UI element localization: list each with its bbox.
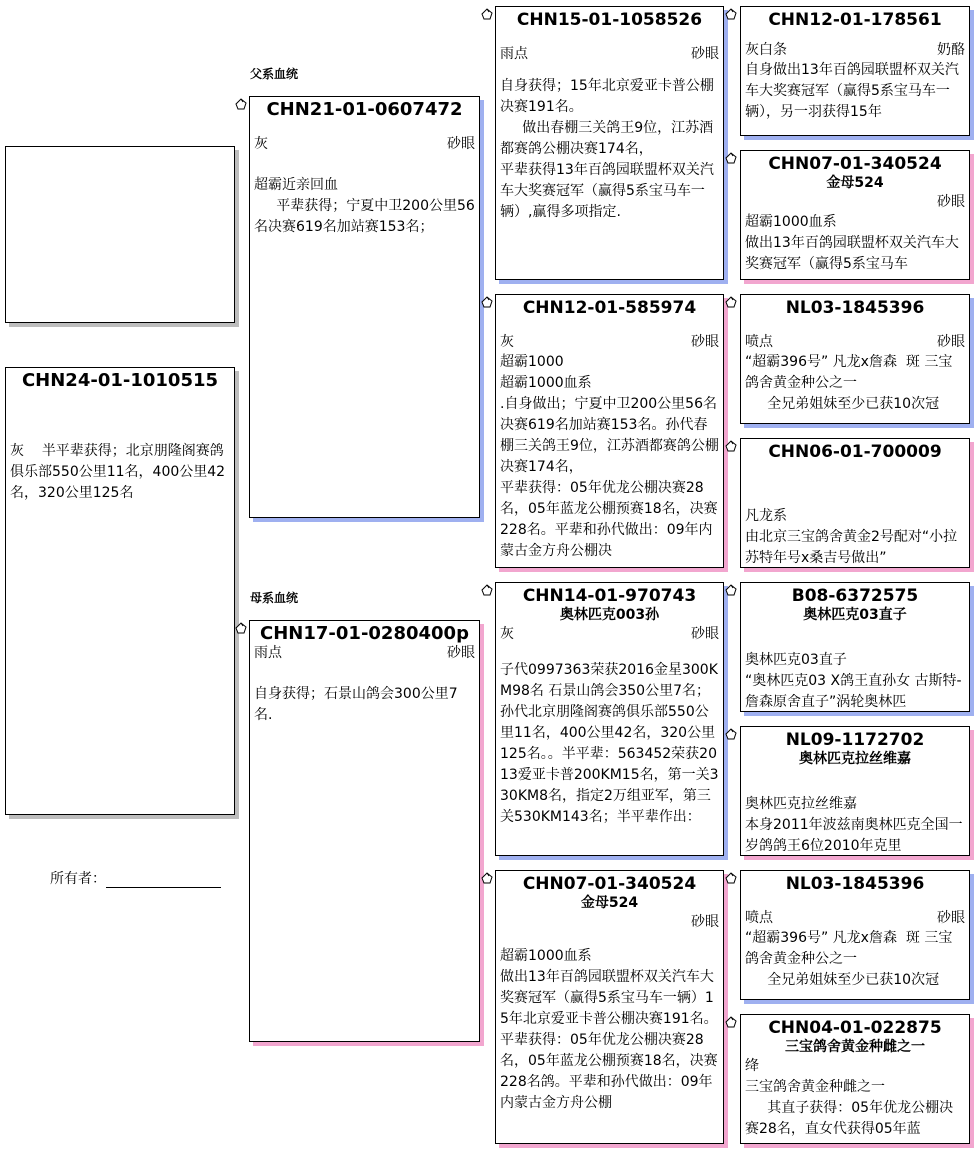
- sd-card[interactable]: [495, 294, 724, 568]
- sds-eye: 砂眼: [937, 334, 965, 350]
- ds-color: 灰: [500, 626, 514, 642]
- ds-card[interactable]: [495, 582, 724, 856]
- dam-eye: 砂眼: [447, 645, 475, 661]
- owner-line[interactable]: [106, 871, 221, 888]
- sire-ring-id: CHN21-01-0607472: [266, 99, 463, 120]
- photo-placeholder: [5, 146, 235, 323]
- ss-ring-id: CHN15-01-1058526: [516, 10, 703, 30]
- ds-name: 奥林匹克003孙: [559, 607, 660, 623]
- sd-pin-icon: [481, 296, 494, 309]
- sd-color: 灰: [500, 334, 514, 350]
- sire-pin-icon: [235, 98, 248, 111]
- dd-card[interactable]: [495, 870, 724, 1144]
- sdd-ring-id: CHN06-01-700009: [768, 442, 942, 462]
- sd-eye: 砂眼: [691, 334, 719, 350]
- dd-description: 超霸1000血系 做出13年百鸽园联盟杯双关汽车大奖赛冠军（赢得5系宝马车一辆）15年北京爱亚卡普公棚决赛191名。 平辈获得：05年优龙公棚决赛28名，05年蓝龙公棚预赛18名，决赛228名鸽。平辈和孙代做出：09年内蒙古金方舟公棚: [500, 948, 718, 1111]
- dam-section-label: 母系血统: [250, 591, 299, 605]
- ssd-ring-id: CHN07-01-340524: [768, 154, 942, 174]
- dss-description: 奥林匹克03直子 “奥林匹克03 X鸽王直孙女 古斯特-詹森原舍直子”涡轮奥林匹: [745, 652, 962, 710]
- ds-pin-icon: [481, 584, 494, 597]
- dss-ring-id: B08-6372575: [791, 586, 919, 606]
- ssd-eye: 砂眼: [937, 194, 965, 210]
- ssd-pin-icon: [725, 152, 738, 165]
- sds-description: “超霸396号” 凡龙x詹森 斑 三宝鸽舍黄金种公之一 全兄弟姐妹至少已获10次冠: [745, 354, 953, 412]
- sds-color: 喷点: [745, 334, 773, 350]
- dd-pin-icon: [481, 872, 494, 885]
- subject-ring-id: CHN24-01-1010515: [21, 370, 219, 391]
- sss-description: 自身做出13年百鸽园联盟杯双关汽车大奖赛冠军（赢得5系宝马车一辆），另一羽获得15年: [745, 62, 959, 120]
- dss-pin-icon: [725, 584, 738, 597]
- ssd-name: 金母524: [826, 175, 884, 191]
- sd-ring-id: CHN12-01-585974: [522, 298, 697, 318]
- sire-color: 灰: [254, 136, 268, 152]
- ddd-color: 绛: [745, 1058, 759, 1074]
- ds-ring-id: CHN14-01-970743: [522, 586, 697, 606]
- dam-description: 自身获得；石景山鸽会300公里7名.: [254, 686, 458, 723]
- subject-color: 灰: [10, 443, 24, 459]
- subject-description: 半平辈获得；北京朋隆阁赛鸽俱乐部550公里11名，400公里42名，320公里125名: [10, 443, 226, 501]
- sire-card[interactable]: [249, 96, 480, 518]
- ssd-card[interactable]: [740, 150, 970, 280]
- ss-pin-icon: [481, 8, 494, 21]
- dam-ring-id: CHN17-01-0280400p: [260, 623, 469, 644]
- sd-description: 超霸1000 超霸1000血系 .自身做出；宁夏中卫200公里56名决赛619名加站赛153名。孙代春棚三关鸽王9位，江苏酒都赛鸽公棚决赛174名， 平辈获得：05年优龙公棚决赛28名，05年蓝龙公棚预赛18名，决赛228名。平辈和孙代做出：09年内蒙古金方舟公棚决: [500, 354, 719, 559]
- owner-field: [50, 868, 221, 888]
- dam-card[interactable]: [249, 620, 480, 1042]
- ss-color: 雨点: [500, 46, 528, 62]
- sdd-description: 凡龙系 由北京三宝鸽舍黄金2号配对“小拉苏特年号x桑吉号做出”: [745, 508, 958, 566]
- dam-color: 雨点: [254, 645, 282, 661]
- dsd-description: 奥林匹克拉丝维嘉 本身2011年波兹南奥林匹克全国一岁鸽鸽王6位2010年克里: [745, 796, 963, 854]
- ddd-ring-id: CHN04-01-022875: [768, 1018, 942, 1038]
- ds-description: 子代0997363荣获2016金星300KM98名 石景山鸽会350公里7名；孙代北京朋隆阁赛鸽俱乐部550公里11名，400公里42名，320公里125名。。半平辈：563452荣获2013爱亚卡普200KM15名，第一关330KM8名，指定2万组亚军，第三关530KM143名；半平辈作出：: [500, 662, 719, 825]
- dsd-name: 奥林匹克拉丝维嘉: [799, 751, 911, 767]
- dam-pin-icon: [235, 622, 248, 635]
- sds-ring-id: NL03-1845396: [785, 298, 925, 318]
- dds-ring-id: NL03-1845396: [785, 874, 925, 894]
- sss-card[interactable]: [740, 6, 970, 136]
- sss-ring-id: CHN12-01-178561: [768, 10, 942, 30]
- subject-card[interactable]: [5, 367, 235, 815]
- dss-name: 奥林匹克03直子: [803, 607, 907, 623]
- sire-section-label: 父系血统: [250, 67, 299, 81]
- dss-card[interactable]: [740, 582, 970, 712]
- ss-eye: 砂眼: [691, 46, 719, 62]
- sds-card[interactable]: [740, 294, 970, 424]
- sire-description: 超霸近亲回血 平辈获得；宁夏中卫200公里56名决赛619名加站赛153名；: [254, 177, 475, 235]
- dd-eye: 砂眼: [691, 914, 719, 930]
- ddd-name: 三宝鸽舍黄金种雌之一: [785, 1039, 925, 1055]
- sss-pin-icon: [725, 8, 738, 21]
- dds-pin-icon: [725, 872, 738, 885]
- ss-description: 自身获得；15年北京爱亚卡普公棚决赛191名。 做出春棚三关鸽王9位，江苏酒都赛鸽公棚决赛174名， 平辈获得13年百鸽园联盟杯双关汽车大奖赛冠军（赢得5系宝马车一辆）,赢得多项指定.: [500, 78, 714, 220]
- dsd-pin-icon: [725, 728, 738, 741]
- owner-label: 所有者：: [50, 871, 106, 887]
- sire-eye: 砂眼: [447, 136, 475, 152]
- ds-eye: 砂眼: [691, 626, 719, 642]
- sss-eye: 奶酪: [937, 42, 965, 58]
- sss-color: 灰白条: [745, 42, 787, 58]
- ddd-pin-icon: [725, 1016, 738, 1029]
- ssd-description: 超霸1000血系 做出13年百鸽园联盟杯双关汽车大奖赛冠军（赢得5系宝马车: [745, 214, 959, 272]
- ddd-description: 三宝鸽舍黄金种雌之一 其直子获得：05年优龙公棚决赛28名，直女代获得05年蓝: [745, 1079, 954, 1137]
- dds-card[interactable]: [740, 870, 970, 1000]
- sdd-pin-icon: [725, 440, 738, 453]
- dds-color: 喷点: [745, 910, 773, 926]
- dsd-ring-id: NL09-1172702: [785, 730, 925, 750]
- sds-pin-icon: [725, 296, 738, 309]
- dd-ring-id: CHN07-01-340524: [522, 874, 697, 894]
- ddd-card[interactable]: [740, 1014, 970, 1144]
- dds-eye: 砂眼: [937, 910, 965, 926]
- sdd-card[interactable]: [740, 438, 970, 568]
- dd-name: 金母524: [580, 895, 639, 911]
- dds-description: “超霸396号” 凡龙x詹森 斑 三宝鸽舍黄金种公之一 全兄弟姐妹至少已获10次冠: [745, 930, 953, 988]
- ss-card[interactable]: [495, 6, 724, 280]
- dsd-card[interactable]: [740, 726, 970, 856]
